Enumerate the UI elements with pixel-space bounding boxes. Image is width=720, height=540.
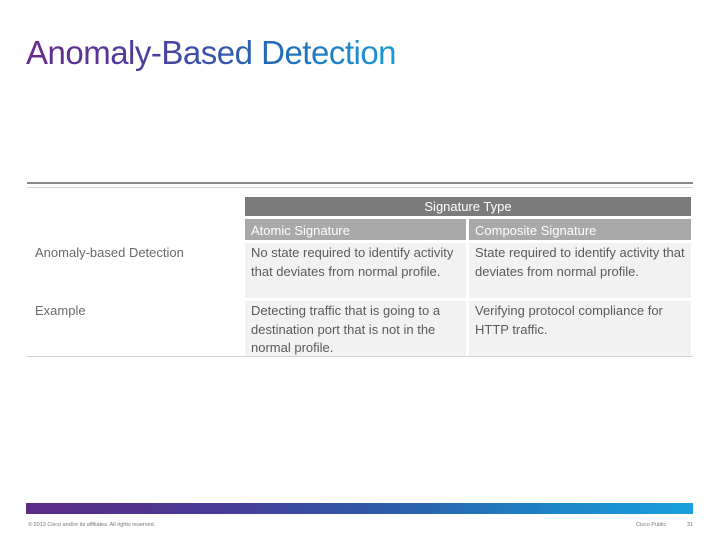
column-header-atomic: Atomic Signature	[245, 219, 466, 240]
copyright-text: © 2013 Cisco and/or its affiliates. All rights reserved.	[28, 522, 156, 528]
cell-example-composite: Verifying protocol compliance for HTTP traffic.	[469, 301, 691, 356]
cell-anomaly-atomic: No state required to identify activity that deviates from normal profile.	[245, 243, 466, 298]
signature-type-header: Signature Type	[245, 197, 691, 216]
row-label-example: Example	[35, 303, 86, 318]
footer-gradient-bar	[26, 503, 693, 514]
column-header-composite: Composite Signature	[469, 219, 691, 240]
cell-example-atomic: Detecting traffic that is going to a destination port that is not in the normal profile.	[245, 301, 466, 356]
signature-table	[27, 182, 693, 357]
row-label-anomaly: Anomaly-based Detection	[35, 245, 184, 260]
page-number: 31	[687, 522, 694, 528]
slide-title: Anomaly-Based Detection	[26, 34, 397, 71]
classification-label: Cisco Public	[636, 522, 667, 528]
cell-anomaly-composite: State required to identify activity that deviates from normal profile.	[469, 243, 691, 298]
table-top-rule	[27, 187, 693, 188]
